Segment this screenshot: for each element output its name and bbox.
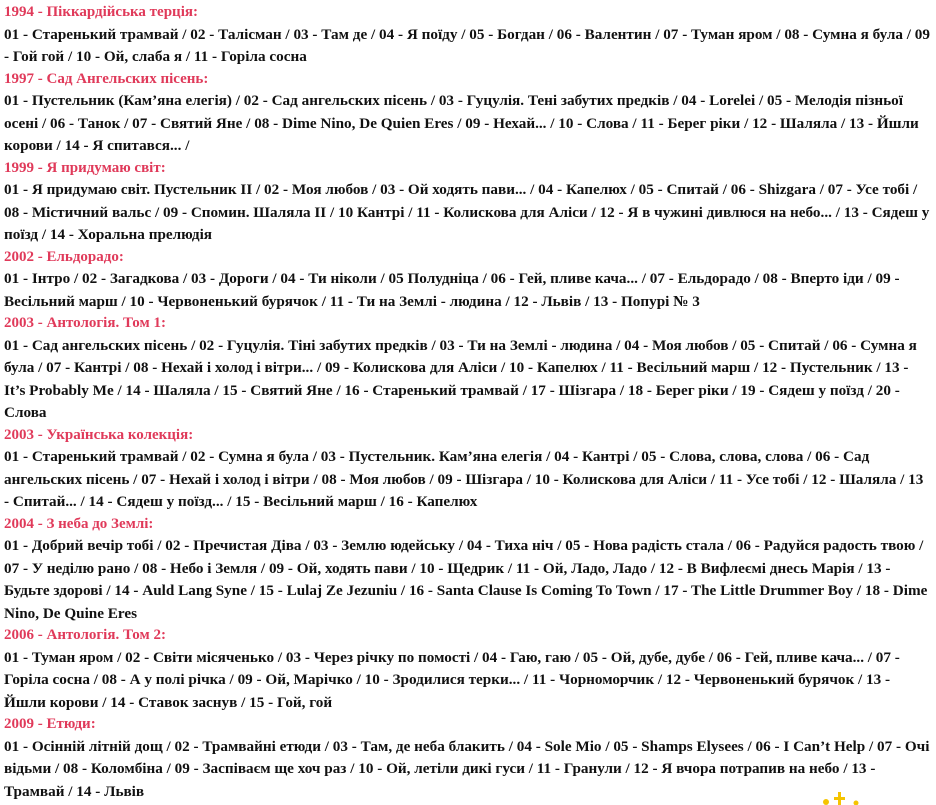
album-title: 2002 - Ельдорадо:: [4, 248, 124, 265]
album-title: 1997 - Сад Ангельских пісень:: [4, 70, 209, 87]
album-block: [4, 514, 930, 626]
album-tracklist: 01 - Сад ангельских пісень / 02 - Гуцулія. Тіні забутих предків / 03 - Ти на Землі - людина / 04 - Моя любов / 05 - Спитай / 06 - Сумна я була / 07 - Кантрі / 08 - Нехай і холод і вітри... / 09 - Колискова для Аліси / 10 - Капелюх / 11 - Весільний марш / 12 - Пустельник / 13 - It’s Probably Me / 14 - Шаляла / 15 - Святий Яне / 16 - Старенький трамвай / 17 - Шізгара / 18 - Берег ріки / 19 - Сядеш у поїзд / 20 - Слова: [4, 336, 917, 421]
album-title: 2003 - Антологія. Том 1:: [4, 315, 166, 331]
album-block: [4, 2, 930, 69]
album-tracklist: 01 - Туман яром / 02 - Світи місяченько / 03 - Через річку по помості / 04 - Гаю, гаю / 05 - Ой, дубе, дубе / 06 - Гей, пливе кача... / 07 - Горіла сосна / 08 - А у полі річка / 09 - Ой, Марічко / 10 - Зродилися терки... / 11 - Чорноморчик / 12 - Червоненький бурячок / 13 - Йшли корови / 14 - Ставок заснув / 15 - Гой, гой: [4, 648, 900, 711]
decorative-star-icon: [812, 786, 872, 805]
album-tracklist: 01 - Старенький трамвай / 02 - Талісман / 03 - Там де / 04 - Я поїду / 05 - Богдан / 06 - Валентин / 07 - Туман яром / 08 - Сумна я була / 09 - Гой гой / 10 - Ой, слаба я / 11 - Горіла сосна: [4, 25, 930, 65]
album-block: [4, 714, 930, 803]
album-tracklist: 01 - Я придумаю світ. Пустельник II / 02 - Моя любов / 03 - Ой ходять пави... / 04 - Капелюх / 05 - Спитай / 06 - Shizgara / 07 - Усе тобі / 08 - Містичний вальс / 09 - Спомин. Шаляла II / 10 Кантрі / 11 - Колискова для Аліси / 12 - Я в чужині дивлюся на небо... / 13 - Сядеш у поїзд / 14 - Хоральна прелюдія: [4, 181, 930, 243]
album-block: [4, 425, 930, 514]
album-title: 2006 - Антологія. Том 2:: [4, 627, 166, 643]
album-block: [4, 625, 930, 714]
album-block: [4, 313, 930, 425]
album-tracklist: 01 - Осінній літній дощ / 02 - Трамвайні етюди / 03 - Там, де неба блакить / 04 - Sole Mio / 05 - Shamps Elysees / 06 - I Can’t Help / 07 - Очі відьми / 08 - Коломбіна / 09 - Заспіваєм ще хоч раз / 10 - Ой, летіли дикі гуси / 11 - Гранули / 12 - Я вчора потрапив на небо / 13 - Трамвай / 14 - Львів: [4, 737, 930, 800]
album-block: [4, 69, 930, 158]
album-tracklist: 01 - Інтро / 02 - Загадкова / 03 - Дороги / 04 - Ти ніколи / 05 Полудніца / 06 - Гей, пливе кача... / 07 - Ельдорадо / 08 - Вперто іди / 09 - Весільний марш / 10 - Червоненький бурячок / 11 - Ти на Землі - людина / 12 - Львів / 13 - Попурі № 3: [4, 270, 900, 310]
album-title: 2003 - Українська колекція:: [4, 426, 194, 443]
album-title: 1994 - Піккардійська терція:: [4, 4, 198, 20]
album-tracklist: 01 - Старенький трамвай / 02 - Сумна я була / 03 - Пустельник. Кам’яна елегія / 04 - Кантрі / 05 - Слова, слова, слова / 06 - Сад ангельских пісень / 07 - Нехай і холод і вітри / 08 - Моя любов / 09 - Шізгара / 10 - Колискова для Аліси / 11 - Усе тобі / 12 - Шаляла / 13 - Спитай... / 14 - Сядеш у поїзд... / 15 - Весільний марш / 16 - Капелюх: [4, 448, 924, 510]
album-tracklist: 01 - Добрий вечір тобі / 02 - Пречистая Діва / 03 - Землю юдейську / 04 - Тиха ніч / 05 - Нова радість стала / 06 - Радуйся радость твою / 07 - У неділю рано / 08 - Небо і Земля / 09 - Ой, ходять пави / 10 - Щедрик / 11 - Ой, Ладо, Ладо / 12 - В Вифлеємі днесь Марія / 13 - Будьте здорові / 14 - Auld Lang Syne / 15 - Lulaj Ze Jezuniu / 16 - Santa Clause Is Coming To Town / 17 - The Little Drummer Boy / 18 - Dime Nino, De Quine Eres: [4, 537, 928, 622]
album-title: 2009 - Етюди:: [4, 716, 96, 732]
album-title: 1999 - Я придумаю світ:: [4, 159, 166, 176]
album-block: [4, 247, 930, 314]
album-title: 2004 - З неба до Землі:: [4, 515, 154, 532]
album-tracklist: 01 - Пустельник (Кам’яна елегія) / 02 - Сад ангельских пісень / 03 - Гуцулія. Тені забутих предків / 04 - Lorelei / 05 - Мелодія пізньої осені / 06 - Танок / 07 - Святий Яне / 08 - Dime Nino, De Quien Eres / 09 - Нехай... / 10 - Слова / 11 - Берег ріки / 12 - Шаляла / 13 - Йшли корови / 14 - Я спитався... /: [4, 92, 919, 154]
album-block: [4, 158, 930, 247]
